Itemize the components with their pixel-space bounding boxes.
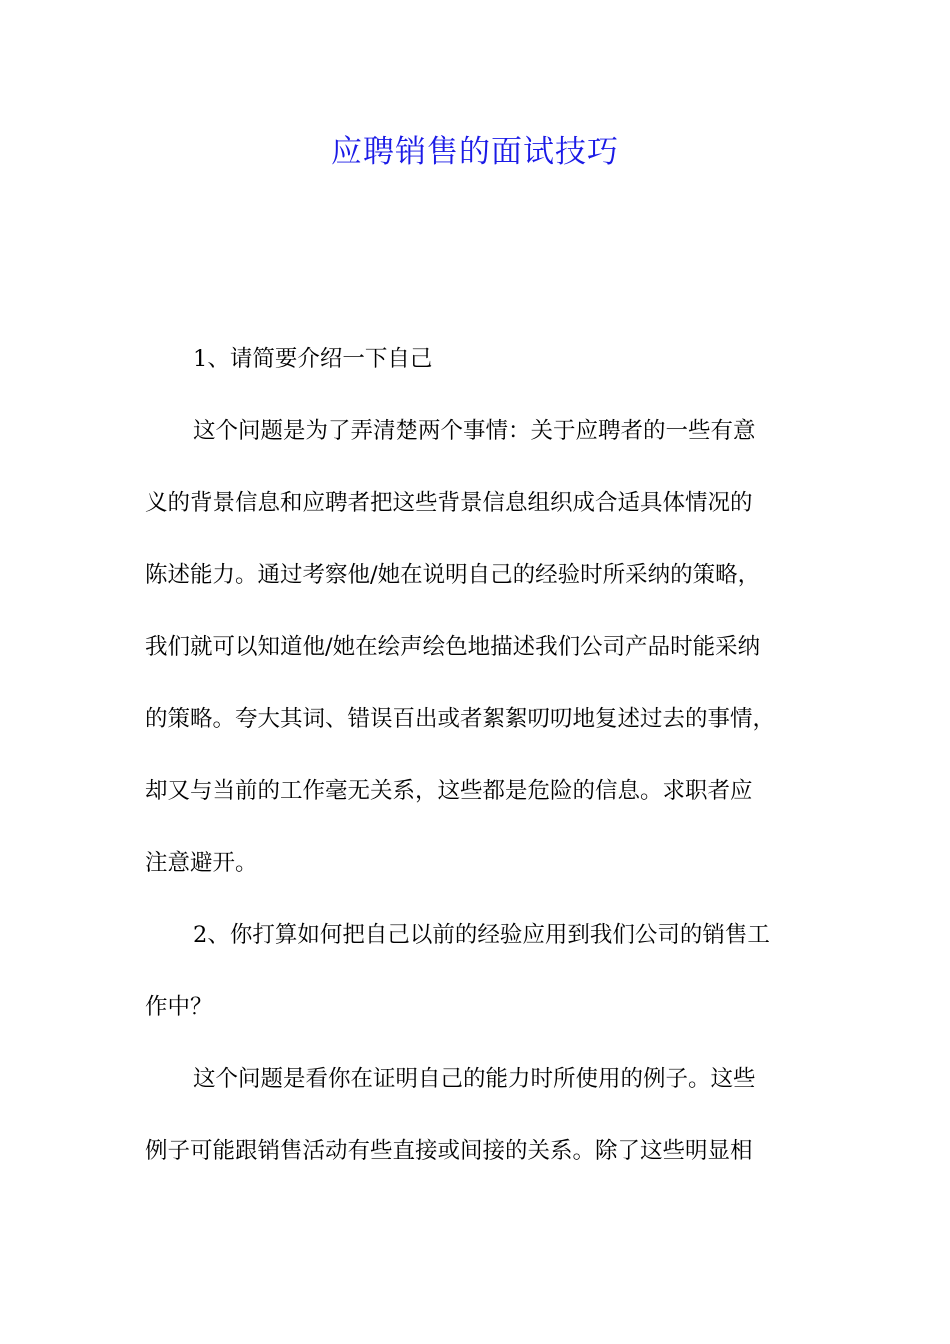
paragraph-line: 例子可能跟销售活动有些直接或间接的关系。除了这些明显相	[145, 1138, 753, 1164]
document-body	[145, 335, 835, 1199]
paragraph-line: 的策略。夸大其词、错误百出或者絮絮叨叨地复述过去的事情，	[145, 706, 776, 732]
paragraph-line: 这个问题是看你在证明自己的能力时所使用的例子。这些	[193, 1066, 756, 1092]
heading-question-1: 1、请简要介绍一下自己	[193, 346, 433, 372]
paragraph-line: 注意避开。	[145, 850, 258, 876]
heading-question-2: 2、你打算如何把自己以前的经验应用到我们公司的销售工	[193, 922, 770, 948]
paragraph-line: 陈述能力。通过考察他/她在说明自己的经验时所采纳的策略，	[145, 562, 761, 588]
paragraph-line: 却又与当前的工作毫无关系，这些都是危险的信息。求职者应	[145, 778, 753, 804]
document-title: 应聘销售的面试技巧	[331, 134, 619, 170]
paragraph-line: 义的背景信息和应聘者把这些背景信息组织成合适具体情况的	[145, 490, 753, 516]
heading-question-2-continued: 作中？	[145, 994, 213, 1020]
paragraph-line: 我们就可以知道他/她在绘声绘色地描述我们公司产品时能采纳	[145, 634, 761, 660]
paragraph-line: 这个问题是为了弄清楚两个事情：关于应聘者的一些有意	[193, 418, 756, 444]
